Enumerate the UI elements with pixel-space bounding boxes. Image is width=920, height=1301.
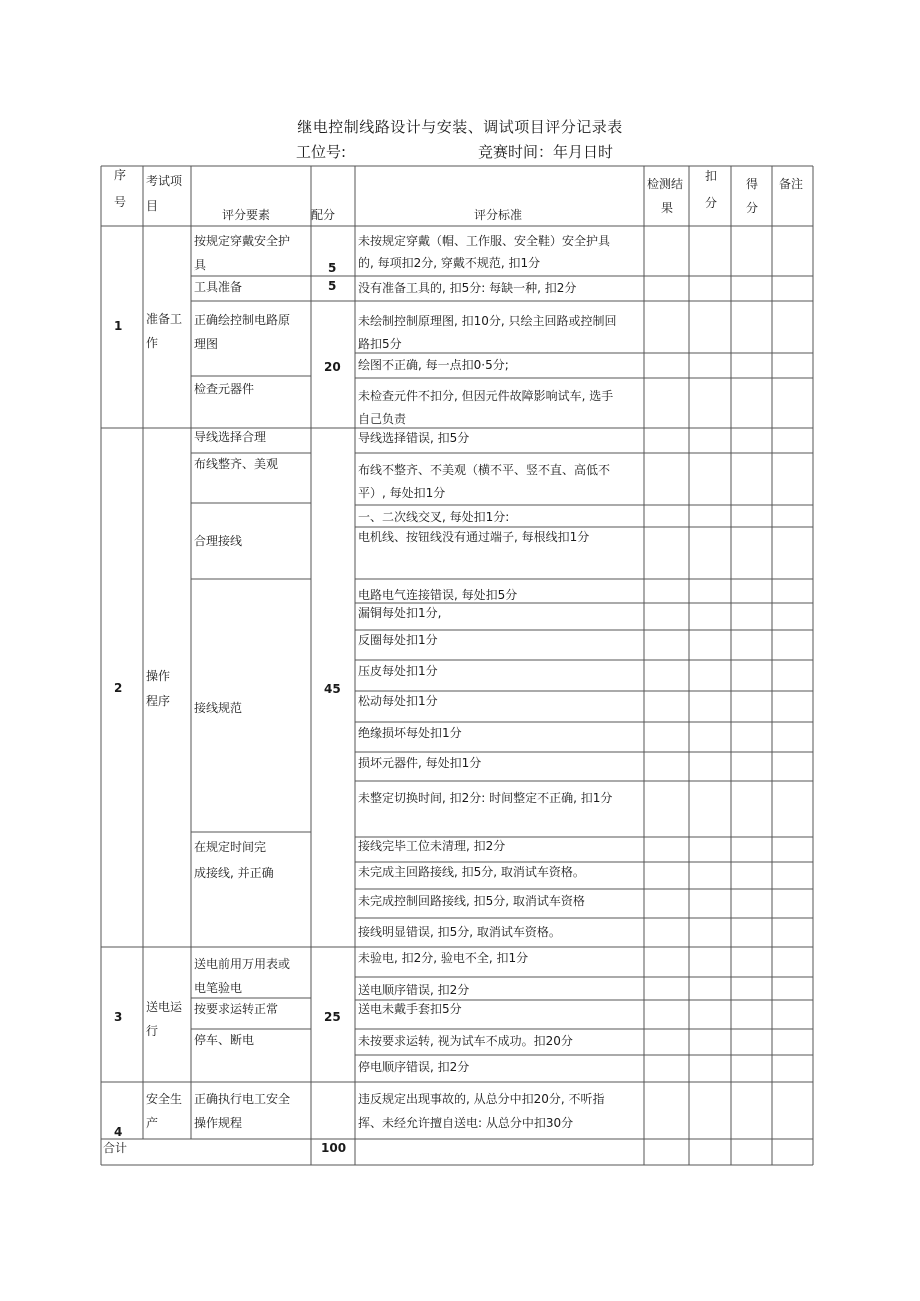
s3-criteria-5: 停电顺序错误, 扣2分: [358, 1060, 470, 1074]
s3-criteria-3: 送电未戴手套扣5分: [358, 1002, 462, 1016]
s1-criteria-5-line2: 自己负责: [358, 412, 407, 426]
s2-criteria-2-line1: 布线不整齐、不美观（横不平、竖不直、高低不: [358, 463, 611, 477]
s4-element-1-line2: 操作规程: [194, 1116, 243, 1130]
s1-criteria-2: 没有准备工具的, 扣5分: 每缺一种, 扣2分: [358, 281, 577, 295]
s4-criteria-1-line2: 挥、未经允许擅自送电: 从总分中扣30分: [358, 1116, 574, 1130]
header-deduct-line2: 分: [705, 196, 718, 210]
s3-seq: 3: [114, 1010, 123, 1024]
s1-element-4: 检查元器件: [194, 382, 255, 396]
s3-element-2: 按要求运转正常: [194, 1002, 279, 1016]
s2-points: 45: [324, 682, 341, 696]
s1-points-1: 5: [328, 261, 337, 275]
s3-points: 25: [324, 1010, 341, 1024]
s2-criteria-6: 漏铜每处扣1分,: [358, 606, 442, 620]
s3-item-line2: 行: [146, 1024, 159, 1038]
s4-criteria-1-line1: 违反规定出现事故的, 从总分中扣20分, 不听指: [358, 1092, 605, 1106]
s2-criteria-12: 未整定切换时间, 扣2分: 时间整定不正确, 扣1分: [358, 791, 613, 805]
s2-seq: 2: [114, 681, 123, 695]
station-label: 工位号:: [296, 143, 347, 161]
s2-criteria-9: 松动每处扣1分: [358, 694, 438, 708]
s2-criteria-3: 一、二次线交叉, 每处扣1分:: [358, 510, 510, 524]
header-elements: 评分要素: [222, 208, 271, 222]
s2-element-1: 导线选择合理: [194, 430, 267, 444]
s1-criteria-3-line2: 路扣5分: [358, 337, 402, 351]
s1-criteria-5-line1: 未检查元件不扣分, 但因元件故障影响试车, 选手: [358, 389, 614, 403]
s1-element-1-line1: 按规定穿戴安全护: [194, 234, 291, 248]
s1-criteria-3-line1: 未绘制控制原理图, 扣10分, 只绘主回路或控制回: [358, 314, 617, 328]
s2-criteria-4: 电机线、按钮线没有通过端子, 每根线扣1分: [358, 530, 590, 544]
s1-element-3-line2: 理图: [194, 337, 219, 351]
s2-element-5-line2: 成接线, 并正确: [194, 866, 274, 880]
s1-element-2: 工具准备: [194, 280, 243, 294]
s1-seq: 1: [114, 319, 123, 333]
competition-time-label: 竞赛时间：年月日时: [478, 143, 614, 161]
s2-criteria-1: 导线选择错误, 扣5分: [358, 431, 470, 445]
s2-criteria-2-line2: 平）, 每处扣1分: [358, 486, 446, 500]
document-title: 继电控制线路设计与安装、调试项目评分记录表: [297, 118, 623, 136]
s2-criteria-15: 未完成控制回路接线, 扣5分, 取消试车资格: [358, 894, 585, 908]
s2-item-line1: 操作: [146, 669, 171, 683]
s2-criteria-10: 绝缘损坏每处扣1分: [358, 726, 462, 740]
s1-element-1-line2: 具: [194, 258, 207, 272]
s2-element-3: 合理接线: [194, 534, 243, 548]
s4-element-1-line1: 正确执行电工安全: [194, 1092, 291, 1106]
s3-criteria-4: 未按要求运转, 视为试车不成功。扣20分: [358, 1034, 573, 1048]
s2-element-5-line1: 在规定时间完: [194, 840, 267, 854]
s1-element-3-line1: 正确绘控制电路原: [194, 313, 291, 327]
s2-criteria-7: 反圈每处扣1分: [358, 633, 438, 647]
s3-item-line1: 送电运: [146, 1000, 183, 1014]
s1-criteria-1-line2: 的, 每项扣2分, 穿戴不规范, 扣1分: [358, 256, 541, 270]
s2-criteria-16: 接线明显错误, 扣5分, 取消试车资格。: [358, 925, 561, 939]
header-criteria: 评分标准: [474, 208, 523, 222]
s3-element-1-line1: 送电前用万用表或: [194, 957, 291, 971]
header-seq-line2: 号: [114, 195, 127, 209]
total-label: 合计: [103, 1141, 128, 1155]
s2-element-4: 接线规范: [194, 701, 243, 715]
s3-element-1-line2: 电笔验电: [194, 981, 243, 995]
s2-item-line2: 程序: [146, 694, 171, 708]
header-seq-line1: 序: [114, 168, 127, 182]
s4-seq: 4: [114, 1125, 123, 1139]
s1-item-line1: 准备工: [146, 312, 183, 326]
header-result-line1: 检测结: [647, 177, 684, 191]
header-item-line2: 目: [146, 199, 159, 213]
header-result-line2: 果: [661, 201, 674, 215]
s1-item-line2: 作: [146, 336, 159, 350]
total-points: 100: [321, 1141, 347, 1155]
header-item-line1: 考试项: [146, 174, 183, 188]
s2-criteria-5: 电路电气连接错误, 每处扣5分: [358, 588, 518, 602]
s2-element-2: 布线整齐、美观: [194, 457, 279, 471]
s2-criteria-13: 接线完毕工位未清理, 扣2分: [358, 839, 506, 853]
header-points: 配分: [311, 208, 336, 222]
header-remark: 备注: [779, 177, 804, 191]
header-score-line2: 分: [746, 201, 759, 215]
header-score-line1: 得: [746, 177, 759, 191]
s2-criteria-8: 压皮每处扣1分: [358, 664, 438, 678]
s3-criteria-1: 未验电, 扣2分, 验电不全, 扣1分: [358, 951, 529, 965]
s1-criteria-4: 绘图不正确, 每一点扣0·5分;: [358, 358, 509, 372]
header-deduct-line1: 扣: [705, 169, 718, 183]
s1-criteria-1-line1: 未按规定穿戴（帽、工作服、安全鞋）安全护具: [358, 234, 611, 248]
s3-criteria-2: 送电顺序错误, 扣2分: [358, 983, 470, 997]
s3-element-3: 停车、断电: [194, 1033, 255, 1047]
s4-item-line2: 产: [146, 1116, 159, 1130]
s1-points-3: 20: [324, 360, 341, 374]
s2-criteria-11: 损坏元器件, 每处扣1分: [358, 756, 482, 770]
s4-item-line1: 安全生: [146, 1092, 183, 1106]
s2-criteria-14: 未完成主回路接线, 扣5分, 取消试车资格。: [358, 865, 585, 879]
s1-points-2: 5: [328, 279, 337, 293]
